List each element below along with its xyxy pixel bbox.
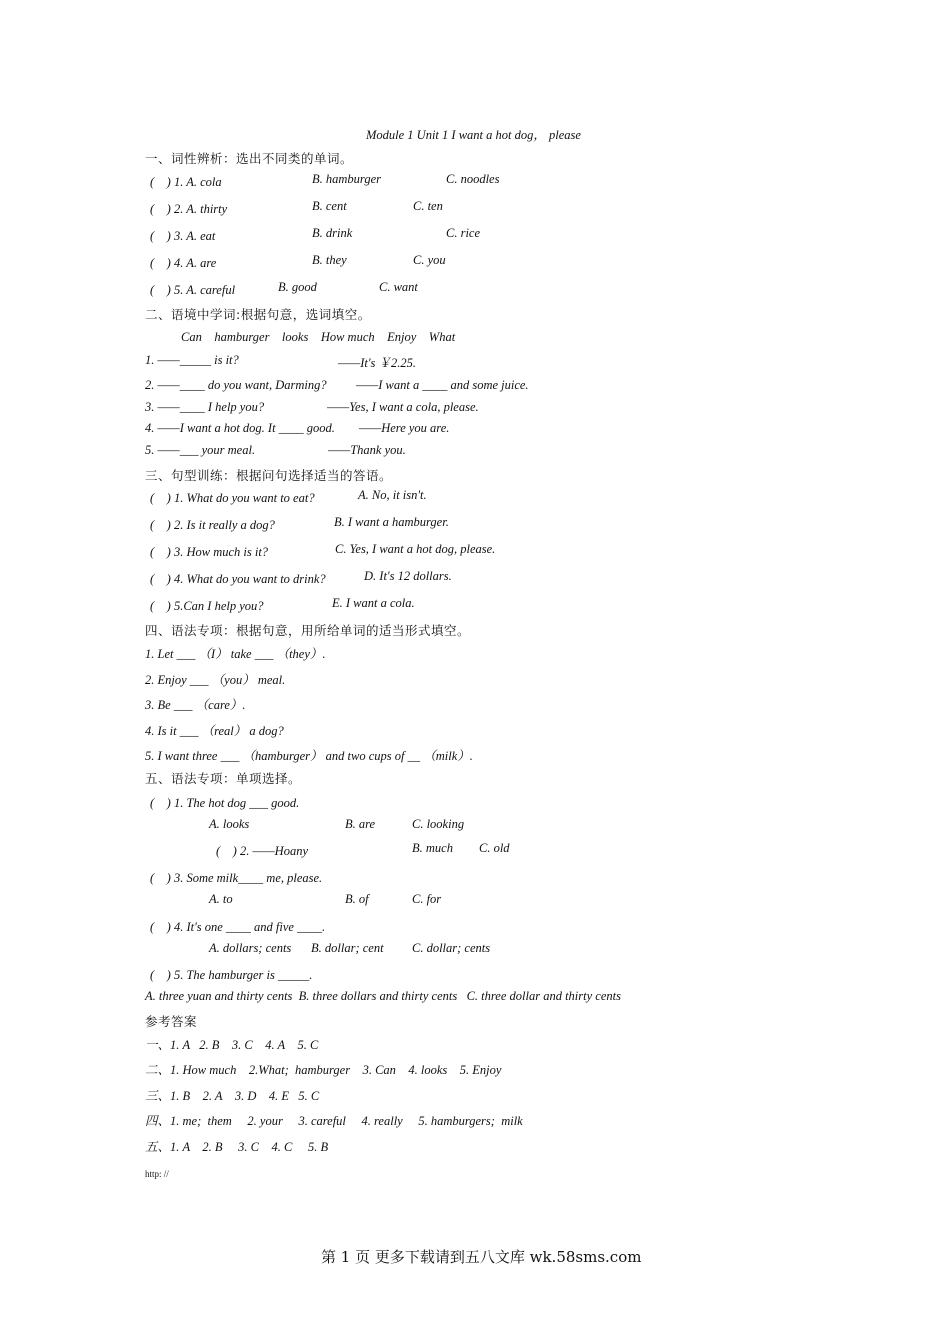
source-url: http: //: [145, 1169, 169, 1179]
option-a: A. to: [209, 892, 233, 906]
page-title: Module 1 Unit 1 I want a hot dog， please: [366, 128, 581, 142]
answer-line: 四、1. me; them 2. your 3. careful 4. really 5. hamburgers; milk: [145, 1114, 523, 1128]
matching-answer: A. No, it isn't.: [358, 488, 427, 502]
section-1-heading: 一、词性辨析：选出不同类的单词。: [145, 151, 354, 166]
option-b: B. hamburger: [312, 172, 381, 186]
choice-question: ( ) 1. The hot dog ___ good.: [150, 796, 300, 810]
section-5-heading: 五、语法专项：单项选择。: [145, 771, 302, 786]
dialogue-response: ——Yes, I want a cola, please.: [327, 400, 479, 414]
option-b: B. dollar; cent: [311, 941, 384, 955]
answer-line: 三、1. B 2. A 3. D 4. E 5. C: [145, 1089, 320, 1103]
matching-question: ( ) 3. How much is it?: [150, 545, 269, 559]
question-stem: ( ) 2. A. thirty: [150, 202, 228, 216]
matching-question: ( ) 2. Is it really a dog?: [150, 518, 275, 532]
question-stem: ( ) 5. A. careful: [150, 283, 236, 297]
option-c: C. noodles: [446, 172, 500, 186]
option-c: C. dollar; cents: [412, 941, 491, 955]
choice-question: ( ) 4. It's one ____ and five ____.: [150, 920, 326, 934]
question-stem: ( ) 4. A. are: [150, 256, 217, 270]
dialogue-prompt: 5. ——___ your meal.: [145, 443, 256, 457]
word-bank: Can hamburger looks How much Enjoy What: [181, 330, 456, 344]
option-b: B. are: [345, 817, 376, 831]
matching-question: ( ) 4. What do you want to drink?: [150, 572, 326, 586]
matching-answer: C. Yes, I want a hot dog, please.: [335, 542, 496, 556]
option-c: C. for: [412, 892, 442, 906]
option-c: C. rice: [446, 226, 481, 240]
question-stem: ( ) 2. ——Hoany: [216, 844, 309, 858]
dialogue-response: ——It's ￥2.25.: [338, 356, 417, 370]
page-footer: 第 1 页 更多下载请到五八文库 wk.58sms.com: [321, 1248, 642, 1266]
matching-answer: E. I want a cola.: [332, 596, 415, 610]
fill-in-item: 4. Is it ___ （real） a dog?: [145, 724, 284, 738]
section-3-heading: 三、句型训练：根据问句选择适当的答语。: [145, 468, 393, 483]
matching-question: ( ) 1. What do you want to eat?: [150, 491, 315, 505]
option-b: B. drink: [312, 226, 353, 240]
matching-answer: D. It's 12 dollars.: [364, 569, 452, 583]
option-b: B. much: [412, 841, 453, 855]
option-c: C. looking: [412, 817, 465, 831]
fill-in-item: 1. Let ___ （I） take ___ （they）.: [145, 647, 326, 661]
choice-options: A. three yuan and thirty cents B. three dollars and thirty cents C. three dollar and thirty cents: [145, 989, 621, 1003]
section-4-heading: 四、语法专项：根据句意，用所给单词的适当形式填空。: [145, 623, 471, 638]
answer-line: 五、1. A 2. B 3. C 4. C 5. B: [145, 1140, 329, 1154]
dialogue-response: ——I want a ____ and some juice.: [356, 378, 529, 392]
option-c: C. want: [379, 280, 418, 294]
section-2-heading: 二、语境中学词:根据句意，选词填空。: [145, 307, 371, 322]
fill-in-item: 2. Enjoy ___ （you） meal.: [145, 673, 286, 687]
dialogue-prompt: 4. ——I want a hot dog. It ____ good.: [145, 421, 335, 435]
option-a: A. dollars; cents: [209, 941, 292, 955]
dialogue-response: ——Thank you.: [328, 443, 406, 457]
option-b: B. of: [345, 892, 369, 906]
option-c: C. ten: [413, 199, 443, 213]
option-b: B. cent: [312, 199, 347, 213]
option-c: C. you: [413, 253, 446, 267]
answers-heading: 参考答案: [145, 1014, 198, 1029]
question-stem: ( ) 1. A. cola: [150, 175, 222, 189]
option-b: B. they: [312, 253, 347, 267]
dialogue-prompt: 3. ——____ I help you?: [145, 400, 265, 414]
matching-answer: B. I want a hamburger.: [334, 515, 449, 529]
option-a: A. looks: [209, 817, 250, 831]
fill-in-item: 3. Be ___ （care）.: [145, 698, 246, 712]
choice-question: ( ) 3. Some milk____ me, please.: [150, 871, 323, 885]
dialogue-prompt: 2. ——____ do you want, Darming?: [145, 378, 327, 392]
fill-in-item: 5. I want three ___ （hamburger） and two cups of __ （milk）.: [145, 749, 473, 763]
option-c: C. old: [479, 841, 510, 855]
question-stem: ( ) 3. A. eat: [150, 229, 216, 243]
dialogue-response: ——Here you are.: [359, 421, 450, 435]
choice-question: ( ) 5. The hamburger is _____.: [150, 968, 313, 982]
answer-line: 一、1. A 2. B 3. C 4. A 5. C: [145, 1038, 319, 1052]
dialogue-prompt: 1. ——_____ is it?: [145, 353, 239, 367]
answer-line: 二、1. How much 2.What; hamburger 3. Can 4. looks 5. Enjoy: [145, 1063, 502, 1077]
option-b: B. good: [278, 280, 317, 294]
matching-question: ( ) 5.Can I help you?: [150, 599, 264, 613]
